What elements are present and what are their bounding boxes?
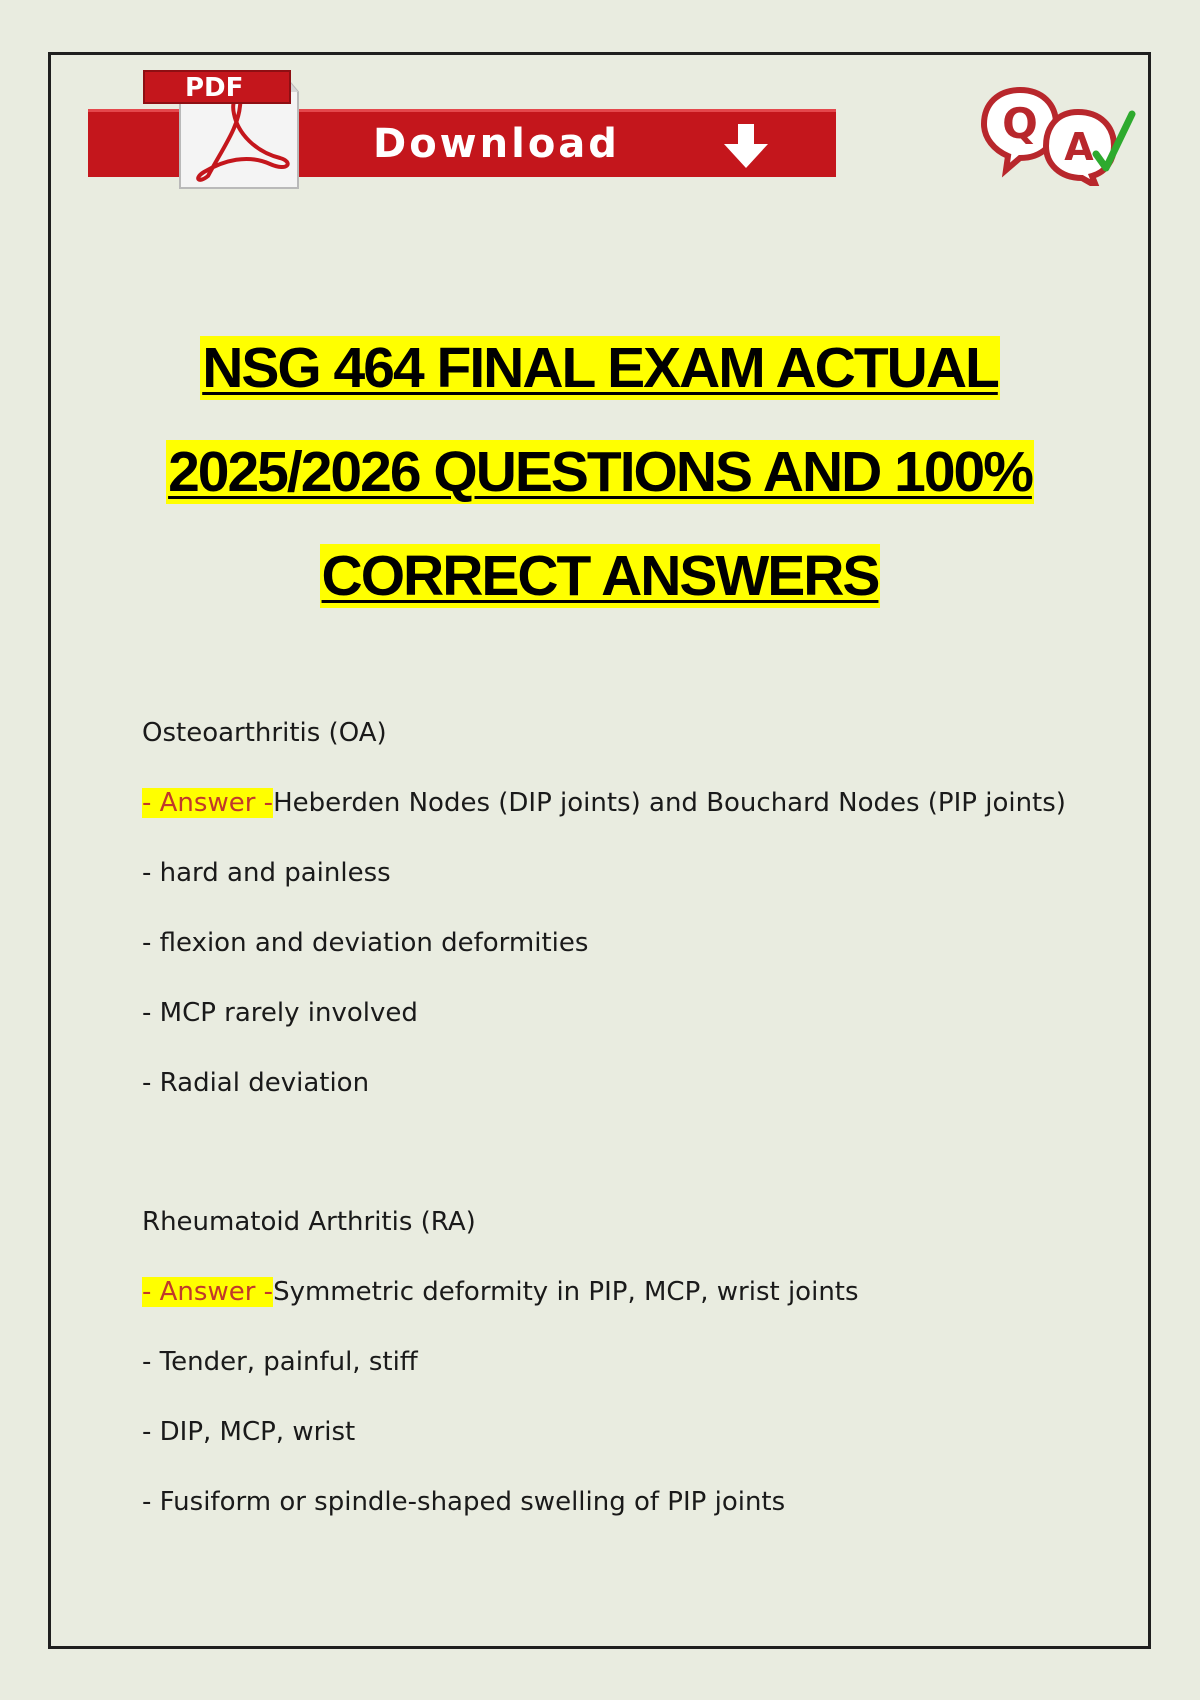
title-line-1: NSG 464 FINAL EXAM ACTUAL	[202, 336, 998, 400]
title-line-2: 2025/2026 QUESTIONS AND 100%	[168, 440, 1032, 504]
download-arrow-icon	[716, 120, 776, 172]
answer-point: - flexion and deviation deformities	[142, 928, 589, 958]
title-line-3: CORRECT ANSWERS	[321, 544, 879, 608]
answer-point: - Fusiform or spindle-shaped swelling of PIP joints	[142, 1487, 786, 1517]
answer-point: - DIP, MCP, wrist	[142, 1417, 356, 1447]
answer-text: Symmetric deformity in PIP, MCP, wrist joints	[273, 1277, 859, 1307]
page-frame	[48, 52, 1151, 1649]
answer-line	[142, 1272, 859, 1312]
question-heading: Osteoarthritis (OA)	[142, 718, 387, 748]
answer-tag: - Answer -	[142, 1277, 274, 1307]
qa-logo	[980, 82, 1140, 186]
answer-point: - Radial deviation	[142, 1068, 370, 1098]
download-label: Download	[373, 121, 620, 167]
answer-point: - Tender, painful, stiff	[142, 1347, 418, 1377]
pdf-tab	[143, 70, 291, 104]
download-banner[interactable]	[88, 64, 836, 190]
answer-tag: - Answer -	[142, 788, 274, 818]
answer-text: Heberden Nodes (DIP joints) and Bouchard Nodes (PIP joints)	[273, 788, 1066, 818]
pdf-label: PDF	[185, 73, 244, 103]
answer-point: - hard and painless	[142, 858, 391, 888]
question-heading: Rheumatoid Arthritis (RA)	[142, 1207, 476, 1237]
qa-logo-a: A	[1064, 125, 1094, 169]
qa-logo-q: Q	[1002, 99, 1038, 148]
answer-line	[142, 783, 1066, 823]
answer-point: - MCP rarely involved	[142, 998, 418, 1028]
pdf-file-icon	[138, 68, 303, 190]
document-title	[0, 316, 1200, 628]
